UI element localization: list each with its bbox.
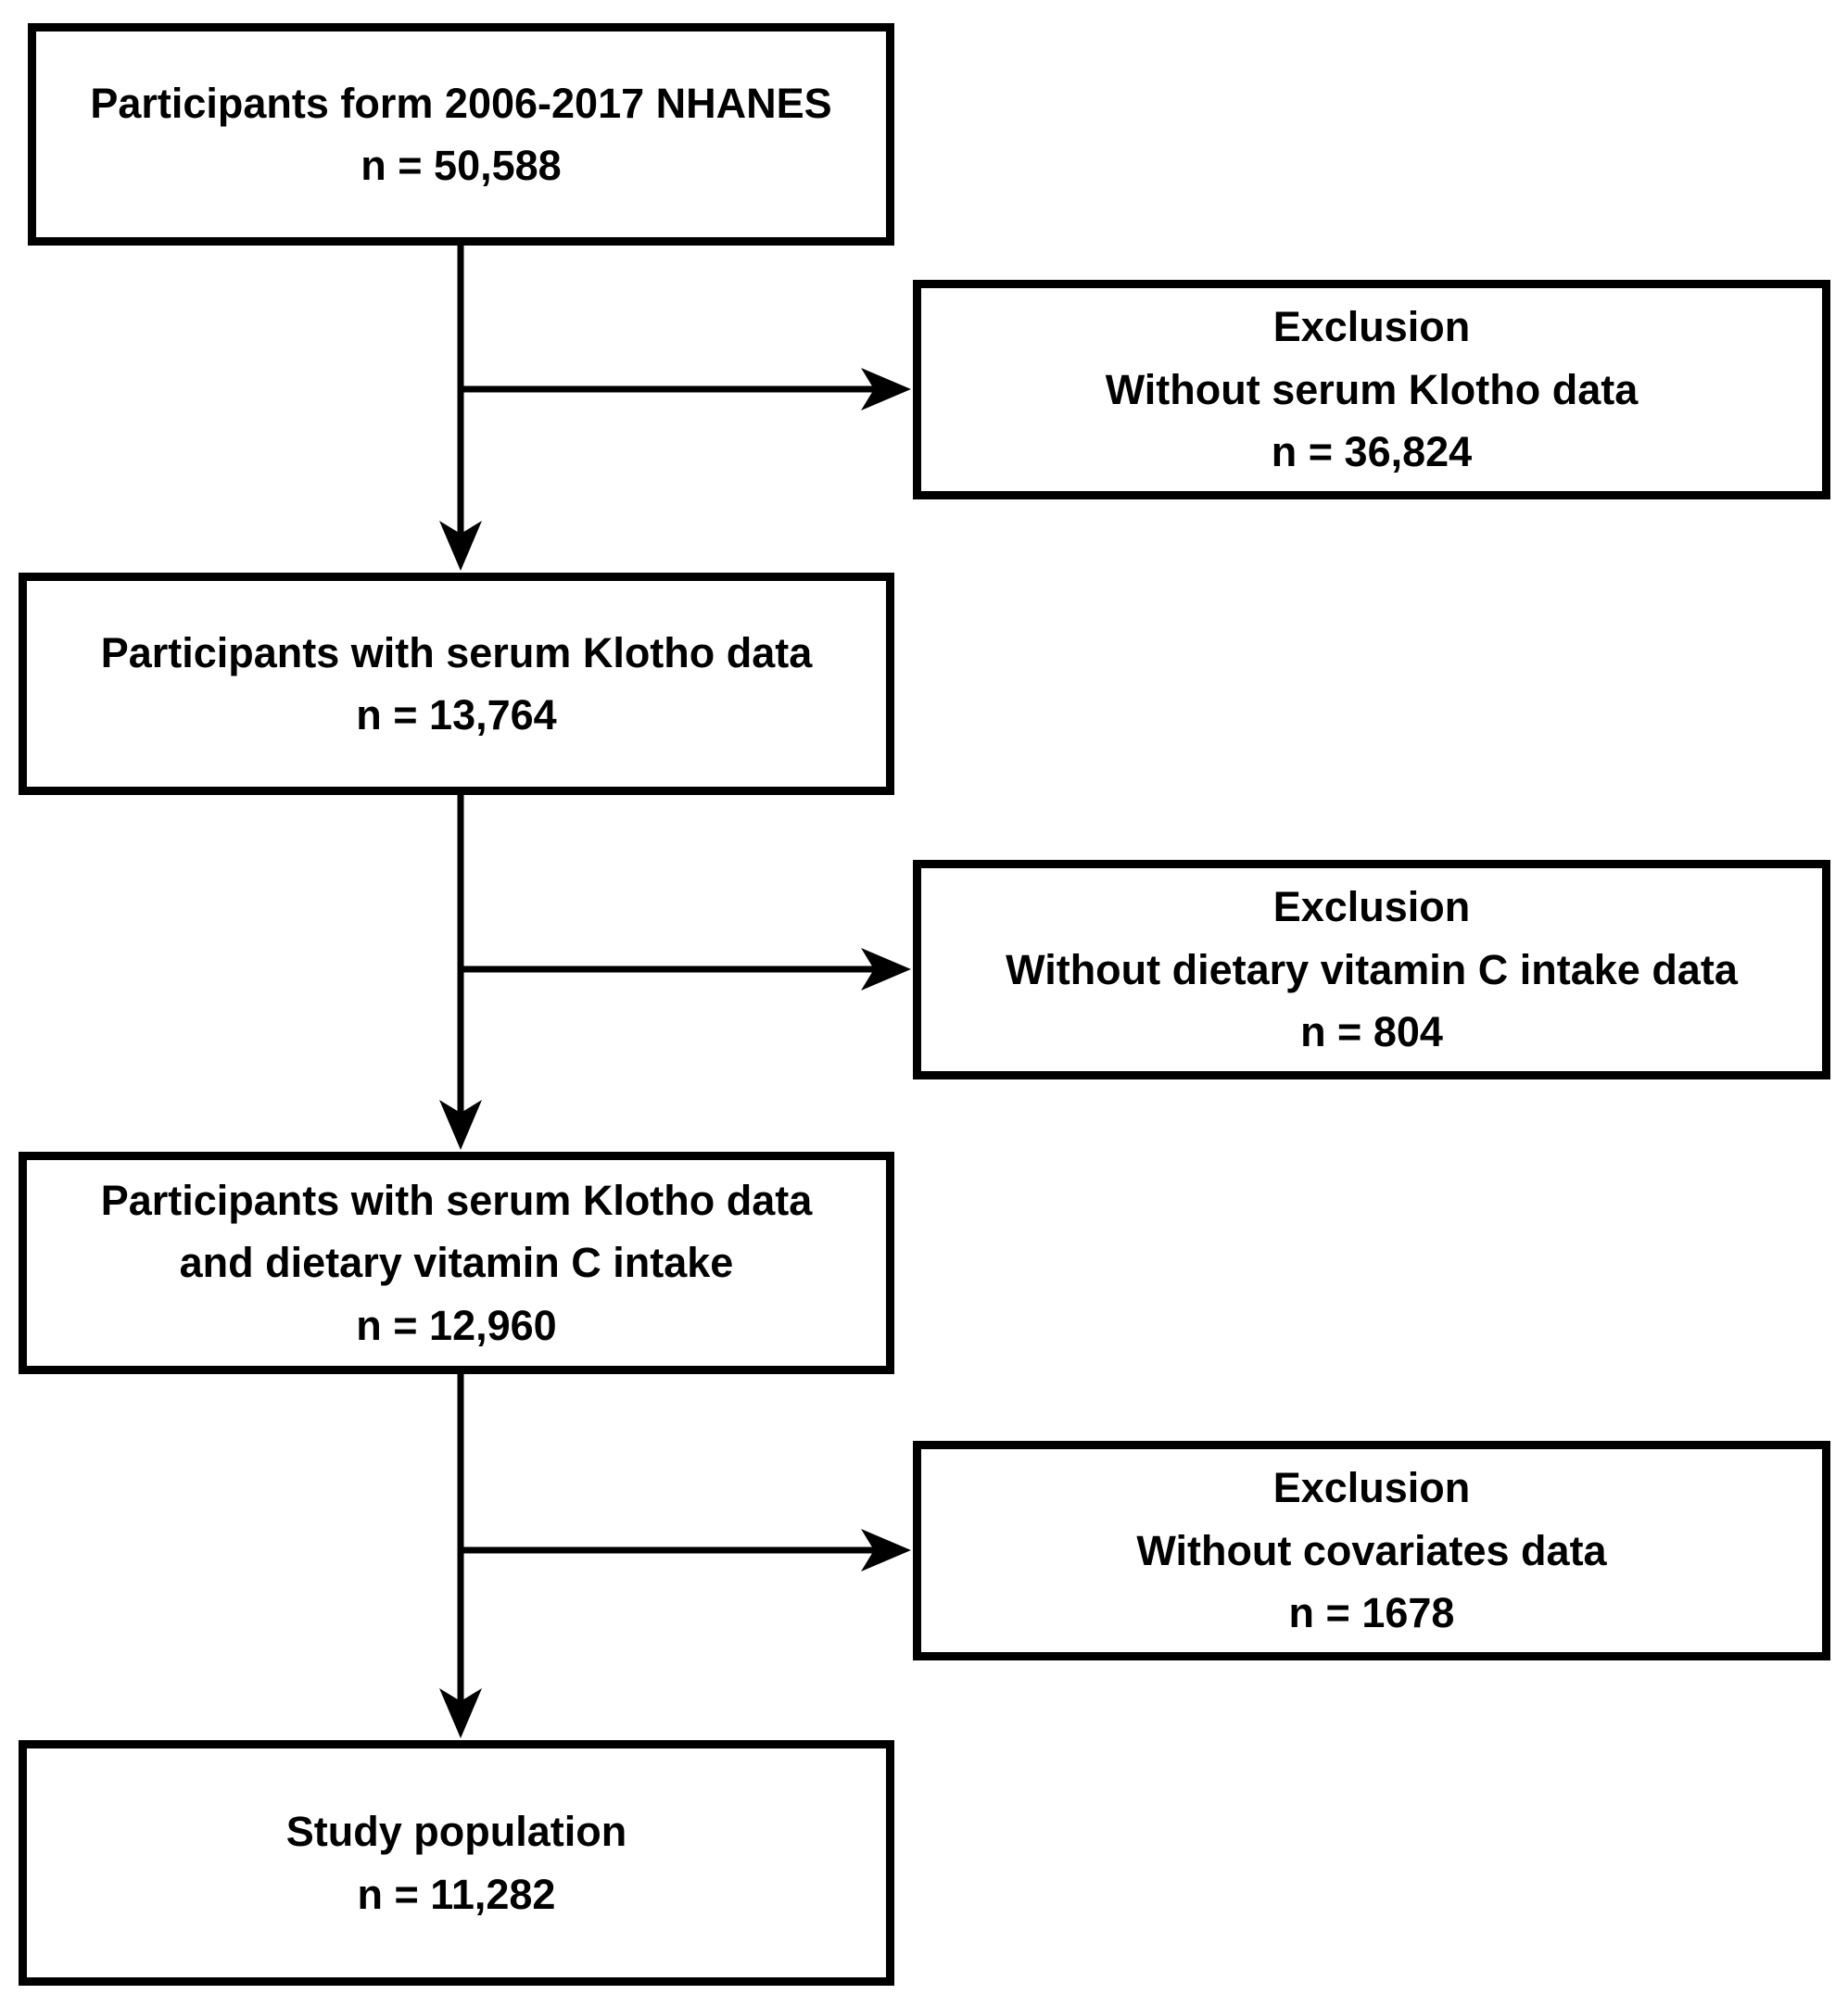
arrow-right-exclusion-3	[461, 1529, 911, 1572]
node-text-line: Participants form 2006-2017 NHANES	[90, 79, 832, 127]
exclusion-reason: Without dietary vitamin C intake data	[1006, 945, 1738, 993]
node-count: n = 13,764	[356, 691, 557, 738]
exclusion-count: n = 36,824	[1271, 428, 1473, 476]
node-exclusion-no-covariates	[913, 1441, 1830, 1660]
arrow-right-exclusion-1	[461, 368, 911, 410]
arrow-down-2	[439, 795, 482, 1150]
node-exclusion-no-klotho	[913, 280, 1830, 499]
node-text-line: Participants with serum Klotho data	[100, 628, 813, 676]
node-study-population	[19, 1740, 894, 1986]
exclusion-title: Exclusion	[1272, 1464, 1471, 1512]
node-count: n = 12,960	[356, 1301, 557, 1349]
exclusion-title: Exclusion	[1272, 303, 1471, 351]
exclusion-title: Exclusion	[1272, 883, 1471, 931]
arrow-down-1	[439, 246, 482, 571]
arrow-down-3	[439, 1374, 482, 1738]
node-count: n = 50,588	[361, 142, 562, 189]
node-with-klotho	[19, 573, 894, 795]
exclusion-count: n = 1678	[1288, 1589, 1455, 1637]
exclusion-reason: Without covariates data	[1136, 1526, 1607, 1574]
arrow-right-exclusion-2	[461, 948, 911, 991]
node-exclusion-no-vitc	[913, 860, 1830, 1079]
node-text-line: Participants with serum Klotho data	[100, 1176, 813, 1224]
node-text-line: Study population	[285, 1808, 627, 1855]
node-count: n = 11,282	[357, 1870, 556, 1918]
node-with-klotho-and-vitc	[19, 1152, 894, 1374]
node-text-line: and dietary vitamin C intake	[179, 1239, 734, 1287]
exclusion-count: n = 804	[1300, 1008, 1443, 1056]
node-nhanes-participants	[28, 23, 894, 246]
exclusion-reason: Without serum Klotho data	[1105, 365, 1639, 413]
